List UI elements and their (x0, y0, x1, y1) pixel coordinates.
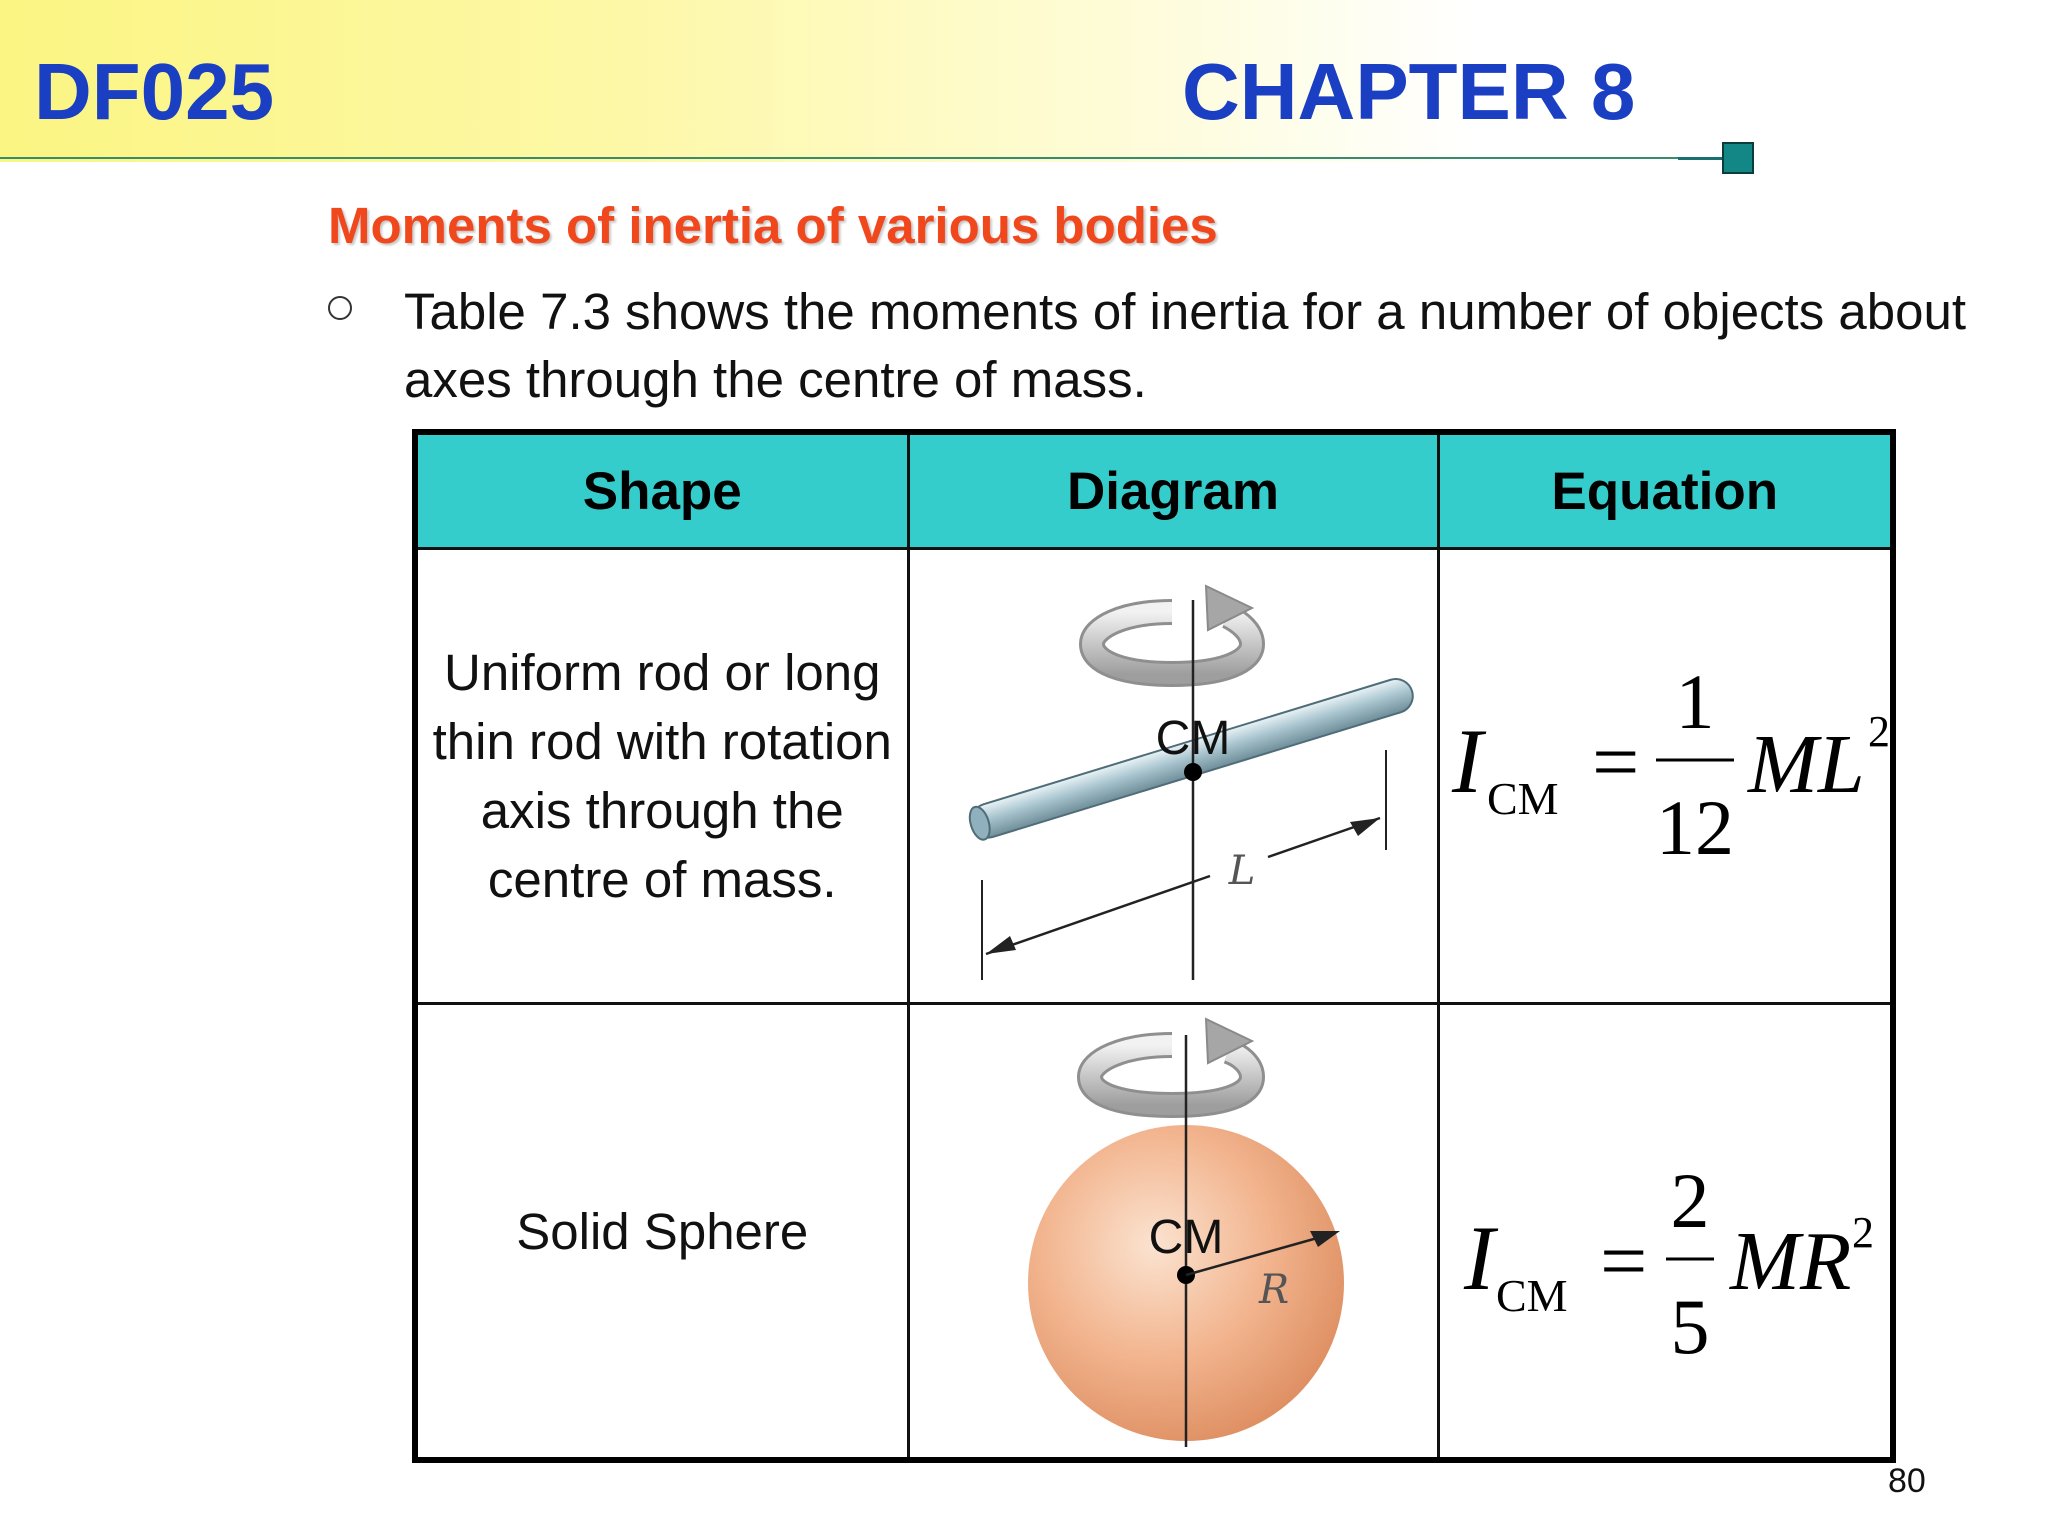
eq-rhs: MR (1729, 1215, 1851, 1308)
eq-numerator: 2 (1670, 1157, 1709, 1244)
eq-lhs-sub: CM (1495, 1270, 1568, 1321)
rod-diagram (910, 550, 1440, 1002)
header-band (0, 0, 2048, 162)
cm-point (1184, 763, 1202, 781)
rotation-arrow-icon (1090, 1019, 1252, 1105)
eq-rhs-power: 2 (1867, 707, 1890, 756)
rotation-arrow-icon (1092, 586, 1252, 674)
radius-label: R (1258, 1267, 1289, 1313)
hollow-bullet-icon (328, 296, 352, 320)
header-divider (0, 157, 1680, 159)
eq-lhs: I (1463, 1207, 1495, 1309)
equation-cell (1438, 1004, 1893, 1461)
table-row (415, 549, 1893, 1004)
table-header-row (415, 432, 1893, 549)
eq-rhs: ML (1747, 718, 1865, 811)
sphere-equation (1440, 1005, 1895, 1457)
length-label: L (1228, 848, 1255, 894)
sphere-diagram (910, 1005, 1440, 1457)
cm-label: CM (1155, 712, 1230, 765)
bullet-paragraph: Table 7.3 shows the moments of inertia for a number of objects about axes through the centre of mass. (404, 283, 1967, 408)
chapter-title: CHAPTER 8 (1182, 47, 1636, 136)
eq-lhs-sub: CM (1486, 773, 1559, 824)
table-row (415, 1004, 1893, 1461)
section-title: Moments of inertia of various bodies (328, 197, 1218, 254)
equation-cell (1438, 549, 1893, 1004)
cm-label: CM (1148, 1211, 1223, 1264)
rod-equation (1440, 550, 1895, 1002)
eq-lhs: I (1451, 710, 1483, 812)
eq-denominator: 5 (1670, 1283, 1709, 1370)
length-arrowhead-left (986, 936, 1016, 954)
header-divider-tail (1678, 157, 1722, 160)
shape-cell: Solid Sphere (415, 1004, 908, 1461)
shape-cell: Uniform rod or long thin rod with rotation axis through the centre of mass. (415, 549, 908, 1004)
course-code: DF025 (34, 47, 275, 136)
diagram-cell (908, 1004, 1438, 1461)
header-equation: Equation (1438, 432, 1893, 549)
page-number: 80 (1888, 1462, 1926, 1500)
length-arrowhead-right (1350, 818, 1380, 836)
eq-equals: = (1599, 1215, 1647, 1308)
eq-equals: = (1591, 716, 1639, 809)
diagram-cell (908, 549, 1438, 1004)
inertia-table (412, 429, 1896, 1463)
teal-square-icon (1722, 142, 1754, 174)
length-dimension-line (986, 876, 1210, 954)
header-shape: Shape (415, 432, 908, 549)
eq-rhs-power: 2 (1851, 1208, 1874, 1257)
header-diagram: Diagram (908, 432, 1438, 549)
eq-numerator: 1 (1675, 658, 1714, 745)
eq-denominator: 12 (1655, 784, 1734, 871)
